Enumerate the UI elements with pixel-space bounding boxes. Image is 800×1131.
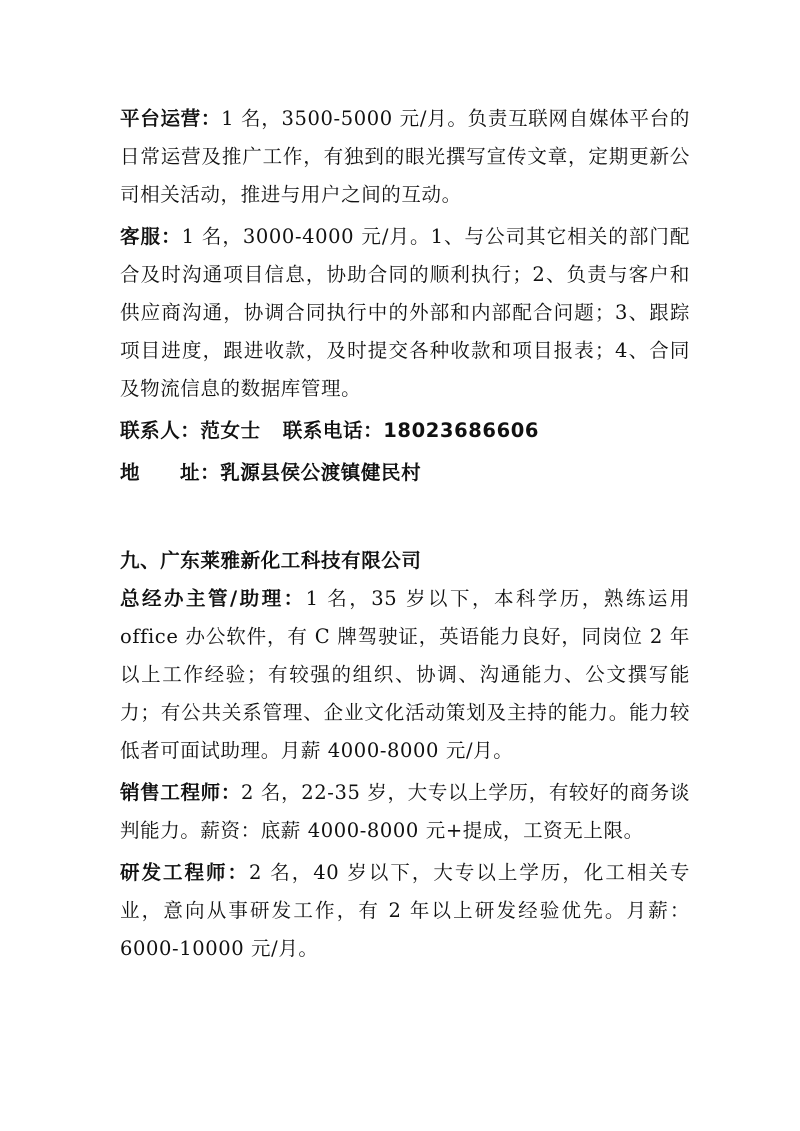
address-label-part2: 址： <box>180 461 221 484</box>
job-rd-engineer <box>120 854 690 968</box>
job-platform-operation <box>120 100 690 214</box>
contact-person-label: 联系人： <box>120 419 201 442</box>
job-title: 平台运营： <box>120 107 222 130</box>
contact-person: 范女士 <box>200 419 261 442</box>
job-description: 2 名，40 岁以下，大专以上学历，化工相关专业，意向从事研发工作，有 2 年以上研发经验优先。月薪：6000-10000 元/月。 <box>120 861 690 960</box>
job-sales-engineer <box>120 774 690 850</box>
address-line <box>120 454 690 492</box>
job-customer-service <box>120 218 690 408</box>
job-general-office-supervisor <box>120 580 690 770</box>
job-description: 2 名，22-35 岁，大专以上学历，有较好的商务谈判能力。薪资：底薪 4000-8000 元+提成，工资无上限。 <box>120 781 690 842</box>
contact-phone: 18023686606 <box>383 419 540 442</box>
contact-line <box>120 412 690 450</box>
job-title: 客服： <box>120 225 182 248</box>
contact-phone-label: 联系电话： <box>282 419 384 442</box>
job-title: 销售工程师： <box>120 781 242 804</box>
address-value: 乳源县侯公渡镇健民村 <box>220 461 422 484</box>
job-title: 研发工程师： <box>120 861 249 884</box>
company-heading: 九、广东莱雅新化工科技有限公司 <box>120 549 422 572</box>
document-page <box>120 100 690 968</box>
job-title: 总经办主管/助理： <box>120 587 306 610</box>
address-label-part1: 地 <box>120 461 141 484</box>
job-description: 1 名，3500-5000 元/月。负责互联网自媒体平台的日常运营及推广工作，有独到的眼光撰写宣传文章，定期更新公司相关活动，推进与用户之间的互动。 <box>120 107 690 206</box>
job-description: 1 名，3000-4000 元/月。1、与公司其它相关的部门配合及时沟通项目信息，协助合同的顺利执行；2、负责与客户和供应商沟通，协调合同执行中的外部和内部配合问题；3、跟踪项目进度，跟进收款，及时提交各种收款和项目报表；4、合同及物流信息的数据库管理。 <box>120 225 690 400</box>
job-description: 1 名，35 岁以下，本科学历，熟练运用office 办公软件，有 C 牌驾驶证，英语能力良好，同岗位 2 年以上工作经验；有较强的组织、协调、沟通能力、公文撰写能力；有公共关系管理、企业文化活动策划及主持的能力。能力较低者可面试助理。月薪 4000-8000 元/月。 <box>120 587 690 762</box>
